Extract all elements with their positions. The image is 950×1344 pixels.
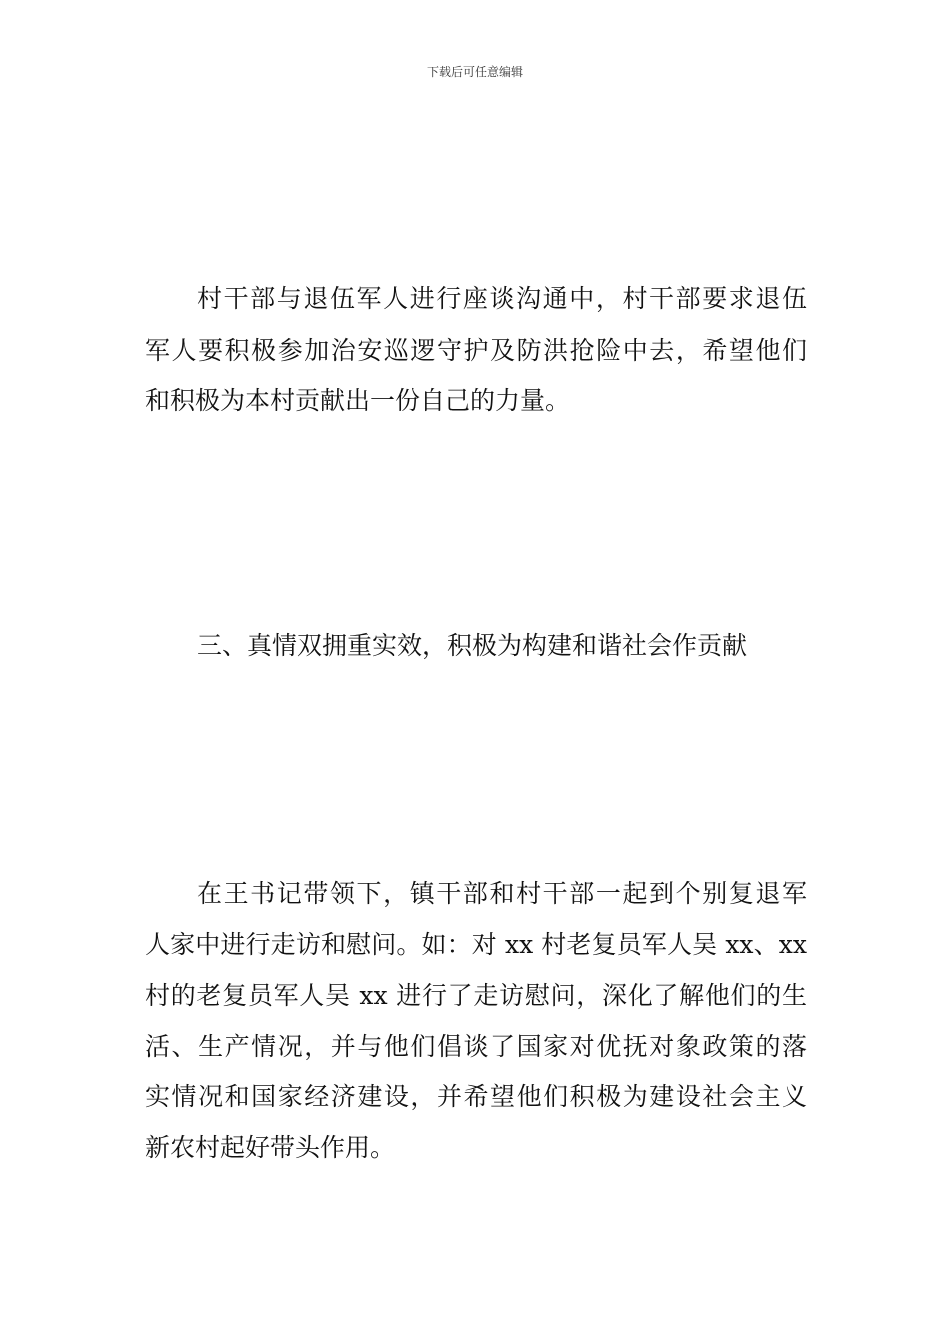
header-note: 下载后可任意编辑: [426, 65, 523, 79]
paragraph-1-line-1: 村干部与退伍军人进行座谈沟通中，村干部要求退伍: [197, 284, 807, 313]
section-heading-3: 三、真情双拥重实效，积极为构建和谐社会作贡献: [197, 631, 748, 660]
paragraph-1-line-2: 军人要积极参加治安巡逻守护及防洪抢险中去，希望他们: [145, 336, 807, 365]
paragraph-2-line-5: 实情况和国家经济建设，并希望他们积极为建设社会主义: [145, 1082, 807, 1111]
paragraph-2-line-1: 在王书记带领下，镇干部和村干部一起到个别复退军: [197, 879, 807, 908]
paragraph-1-line-3: 和积极为本村贡献出一份自己的力量。: [145, 386, 571, 415]
paragraph-2-line-2: 人家中进行走访和慰问。如：对 xx 村老复员军人吴 xx、xx: [145, 930, 807, 959]
paragraph-2-line-6: 新农村起好带头作用。: [145, 1133, 396, 1162]
paragraph-2-line-3: 村的老复员军人吴 xx 进行了走访慰问，深化了解他们的生: [145, 981, 807, 1010]
paragraph-2-line-4: 活、生产情况，并与他们倡谈了国家对优抚对象政策的落: [145, 1032, 807, 1061]
